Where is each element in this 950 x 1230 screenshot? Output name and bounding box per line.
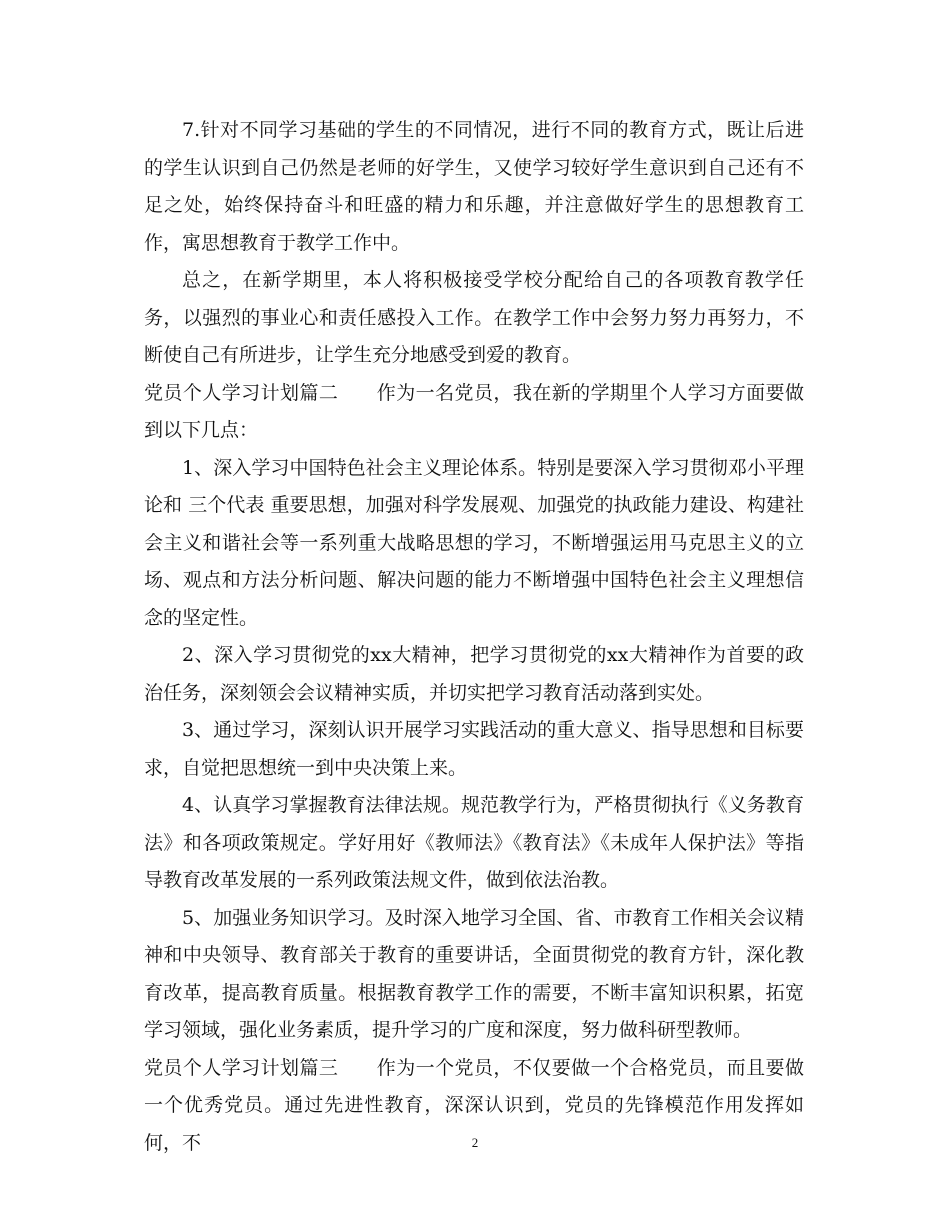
section-title: 党员个人学习计划篇二 [144, 381, 339, 404]
section-intro-text: 作为一名党员，我在新的学期里个人学习方面要做到以下几点： [144, 381, 804, 441]
paragraph-point-4: 4、认真学习掌握教育法律法规。规范教学行为，严格贯彻执行《义务教育法》和各项政策规定。学好用好《教师法》《教育法》《未成年人保护法》等指导教育改革发展的一系列政策法规文件，做到依法治教。 [144, 794, 804, 891]
paragraph-point-2: 2、深入学习贯彻党的xx大精神，把学习贯彻党的xx大精神作为首要的政治任务，深刻领会会议精神实质，并切实把学习教育活动落到实处。 [144, 644, 804, 704]
paragraph-point-1: 1、深入学习中国特色社会主义理论体系。特别是要深入学习贯彻邓小平理论和 三个代表 重要思想，加强对科学发展观、加强党的执政能力建设、构建社会主义和谐社会等一系列重大战略思想的学习，不断增强运用马克思主义的立场、观点和方法分析问题、解决问题的能力不断增强中国特色社会主义理想信念的坚定性。 [144, 456, 804, 629]
section-intro-text: 作为一个党员，不仅要做一个合格党员，而且要做一个优秀党员。通过先进性教育，深深认识到，党员的先锋模范作用发挥如何，不 [144, 1056, 804, 1154]
document-body [144, 112, 804, 1162]
paragraph-point-3: 3、通过学习，深刻认识开展学习实践活动的重大意义、指导思想和目标要求，自觉把思想统一到中央决策上来。 [144, 719, 804, 779]
section-heading-paragraph-2 [144, 375, 804, 450]
paragraph-point-5: 5、加强业务知识学习。及时深入地学习全国、省、市教育工作相关会议精神和中央领导、教育部关于教育的重要讲话，全面贯彻党的教育方针，深化教育改革，提高教育质量。根据教育教学工作的需要，不断丰富知识积累，拓宽学习领域，强化业务素质，提升学习的广度和深度，努力做科研型教师。 [144, 906, 804, 1041]
paragraph-item-7: 7.针对不同学习基础的学生的不同情况，进行不同的教育方式，既让后进的学生认识到自己仍然是老师的好学生，又使学习较好学生意识到自己还有不足之处，始终保持奋斗和旺盛的精力和乐趣，并注意做好学生的思想教育工作，寓思想教育于教学工作中。 [144, 119, 804, 254]
paragraph-summary: 总之，在新学期里，本人将积极接受学校分配给自己的各项教育教学任务，以强烈的事业心和责任感投入工作。在教学工作中会努力努力再努力，不断使自己有所进步，让学生充分地感受到爱的教育。 [144, 269, 804, 366]
section-title: 党员个人学习计划篇三 [144, 1056, 339, 1079]
page-number: 2 [471, 1135, 479, 1150]
